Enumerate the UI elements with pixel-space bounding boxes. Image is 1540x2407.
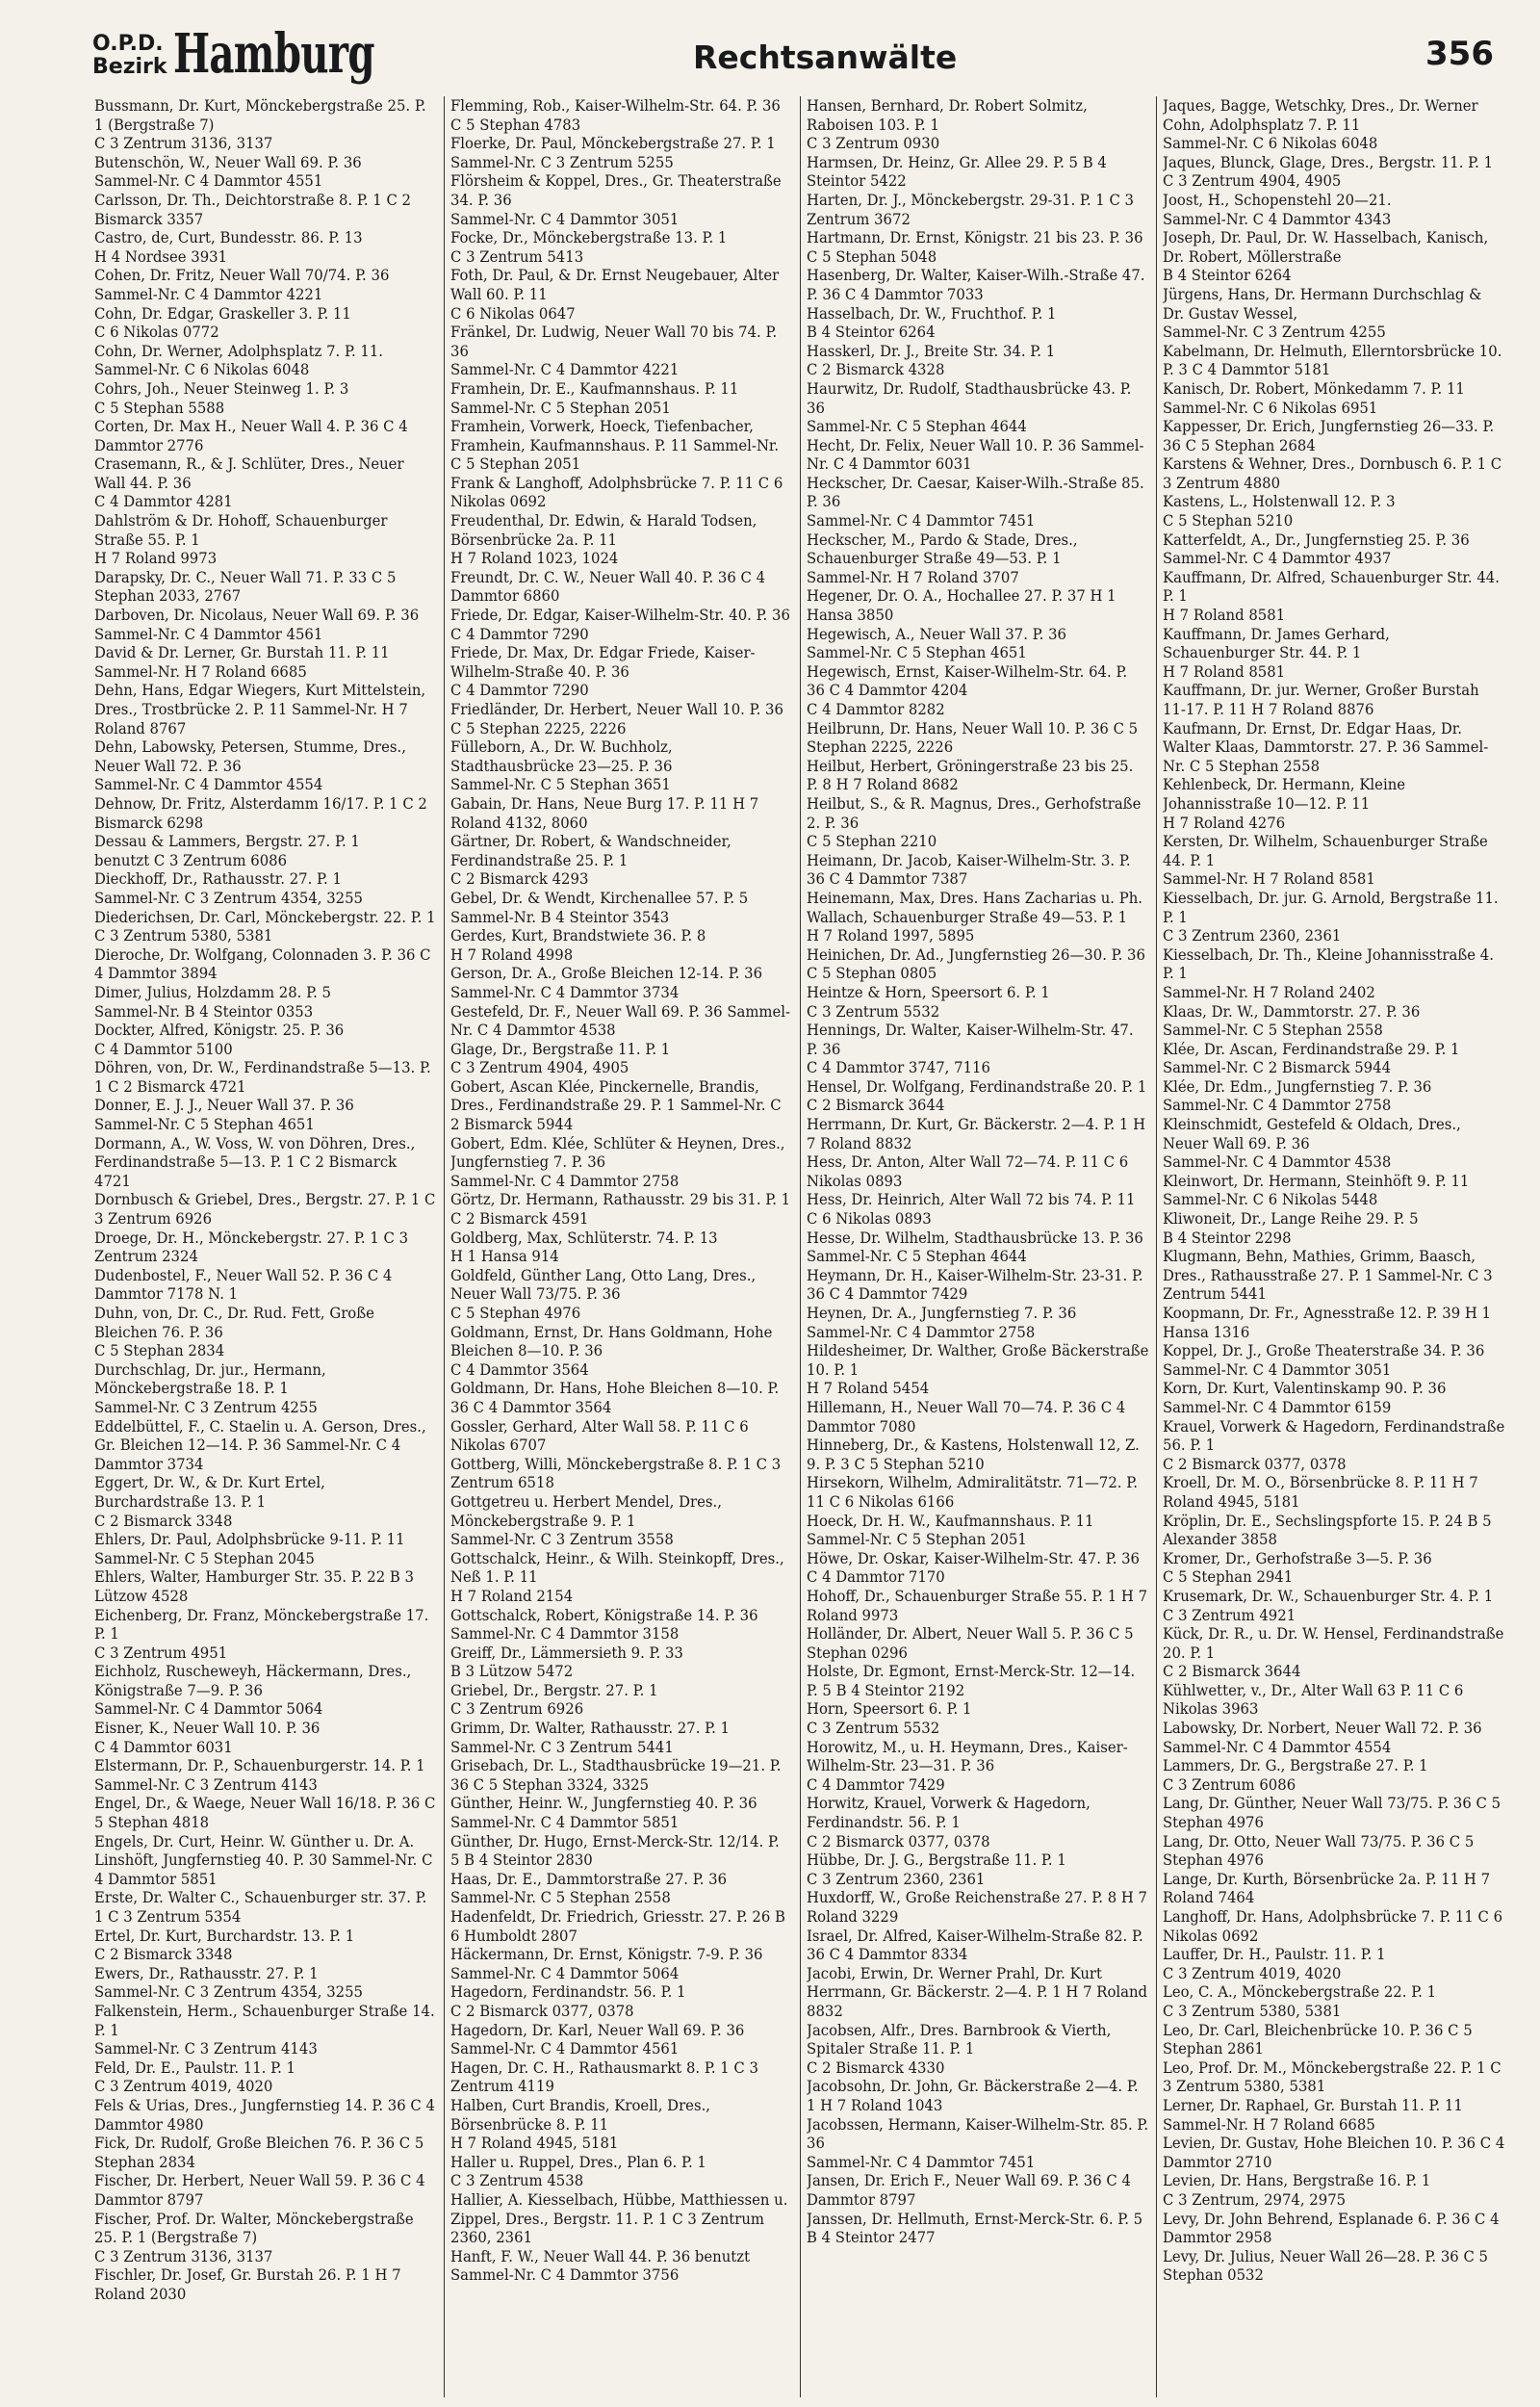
directory-entry: Kück, Dr. R., u. Dr. W. Hensel, Ferdinandstraße 20. P. 1 C 2 Bismarck 3644 — [1163, 1624, 1504, 1681]
directory-entry: Hallier, A. Kiesselbach, Hübbe, Matthiessen u. Zippel, Dres., Bergstr. 11. P. 1 C 3 Zentrum 2360, 2361 — [450, 2189, 788, 2247]
directory-entry: Framhein, Vorwerk, Hoeck, Tiefenbacher, Framhein, Kaufmannshaus. P. 11 Sammel-Nr. C 5 Stephan 2051 — [450, 417, 780, 474]
directory-entry: Falkenstein, Herm., Schauenburger Straße 14. P. 1 Sammel-Nr. C 3 Zentrum 4143 — [94, 2001, 435, 2058]
directory-entry: Goldmann, Dr. Hans, Hohe Bleichen 8—10. P. 36 C 4 Dammtor 3564 — [450, 1379, 780, 1416]
directory-entry: Greiff, Dr., Lämmersieth 9. P. 33 B 3 Lützow 5472 — [450, 1643, 683, 1681]
directory-entry: Flörsheim & Koppel, Dres., Gr. Theaterstraße 34. P. 36 Sammel-Nr. C 4 Dammtor 3051 — [450, 171, 782, 228]
directory-entry: Hegewisch, A., Neuer Wall 37. P. 36 Sammel-Nr. C 5 Stephan 4651 — [807, 624, 1066, 662]
directory-entry: Gobert, Ascan Klée, Pinckernelle, Brandis, Dres., Ferdinandstraße 29. P. 1 Sammel-Nr. C 2 Bismarck 5944 — [450, 1076, 782, 1134]
directory-entry: Klée, Dr. Ascan, Ferdinandstraße 29. P. 1 Sammel-Nr. C 2 Bismarck 5944 — [1163, 1039, 1460, 1077]
column-1 — [89, 96, 445, 2397]
directory-entry: Hecht, Dr. Felix, Neuer Wall 10. P. 36 Sammel-Nr. C 4 Dammtor 6031 — [807, 435, 1144, 474]
directory-entry: Dahlström & Dr. Hohoff, Schauenburger Straße 55. P. 1 H 7 Roland 9973 — [94, 511, 388, 568]
directory-entry: Kleinwort, Dr. Hermann, Steinhöft 9. P. 11 Sammel-Nr. C 6 Nikolas 5448 — [1163, 1171, 1470, 1209]
directory-entry: Halben, Curt Brandis, Kroell, Dres., Börsenbrücke 8. P. 11 H 7 Roland 4945, 5181 — [450, 2095, 711, 2153]
directory-entry: Heilbut, Herbert, Gröningerstraße 23 bis 25. P. 8 H 7 Roland 8682 — [807, 756, 1134, 794]
directory-entry: Ertel, Dr. Kurt, Burchardstr. 13. P. 1 C 2 Bismarck 3348 — [94, 1926, 355, 1964]
directory-entry: Gossler, Gerhard, Alter Wall 58. P. 11 C 6 Nikolas 6707 — [450, 1416, 749, 1455]
directory-entry: Elstermann, Dr. P., Schauenburgerstr. 14. P. 1 Sammel-Nr. C 3 Zentrum 4143 — [94, 1756, 425, 1794]
directory-entry: Friede, Dr. Edgar, Kaiser-Wilhelm-Str. 40. P. 36 C 4 Dammtor 7290 — [450, 606, 790, 643]
directory-entry: Hoeck, Dr. H. W., Kaufmannshaus. P. 11 Sammel-Nr. C 5 Stephan 2051 — [807, 1511, 1094, 1549]
directory-entry: Heckscher, Dr. Caesar, Kaiser-Wilh.-Straße 85. P. 36 Sammel-Nr. C 4 Dammtor 7451 — [807, 473, 1144, 531]
directory-entry: David & Dr. Lerner, Gr. Burstah 11. P. 11 Sammel-Nr. H 7 Roland 6685 — [94, 643, 390, 681]
directory-entry: Hesse, Dr. Wilhelm, Stadthausbrücke 13. P. 36 Sammel-Nr. C 5 Stephan 4644 — [807, 1228, 1143, 1266]
column-4 — [1157, 96, 1513, 2397]
directory-entry: Castro, de, Curt, Bundesstr. 86. P. 13 H 4 Nordsee 3931 — [94, 228, 363, 266]
directory-entry: Darboven, Dr. Nicolaus, Neuer Wall 69. P. 36 Sammel-Nr. C 4 Dammtor 4561 — [94, 606, 420, 643]
directory-entry: Dieckhoff, Dr., Rathausstr. 27. P. 1 Sammel-Nr. C 3 Zentrum 4354, 3255 — [94, 869, 364, 907]
directory-entry: Israel, Dr. Alfred, Kaiser-Wilhelm-Straße 82. P. 36 C 4 Dammtor 8334 — [807, 1926, 1143, 1964]
directory-entry: Hadenfeldt, Dr. Friedrich, Griesstr. 27. P. 26 B 6 Humboldt 2807 — [450, 1907, 785, 1945]
directory-entry: Lammers, Dr. G., Bergstraße 27. P. 1 C 3 Zentrum 6086 — [1163, 1756, 1428, 1794]
directory-entry: Ehlers, Dr. Paul, Adolphsbrücke 9-11. P. 11 Sammel-Nr. C 5 Stephan 2045 — [94, 1530, 405, 1567]
directory-entry: Cohn, Dr. Werner, Adolphsplatz 7. P. 11. Sammel-Nr. C 6 Nikolas 6048 — [94, 341, 384, 379]
directory-columns — [89, 96, 1513, 2397]
directory-entry: Levien, Dr. Gustav, Hohe Bleichen 10. P. 36 C 4 Dammtor 2710 — [1163, 2134, 1505, 2171]
directory-entry: Dehn, Hans, Edgar Wiegers, Kurt Mittelstein, Dres., Trostbrücke 2. P. 11 Sammel-Nr. H 7 Roland 8767 — [94, 681, 426, 738]
directory-entry: Eichholz, Ruscheweyh, Häckermann, Dres., Königstraße 7—9. P. 36 Sammel-Nr. C 4 Dammtor 5064 — [94, 1662, 412, 1719]
directory-entry: Grimm, Dr. Walter, Rathausstr. 27. P. 1 Sammel-Nr. C 3 Zentrum 5441 — [450, 1719, 731, 1756]
directory-entry: Huxdorff, W., Große Reichenstraße 27. P. 8 H 7 Roland 3229 — [807, 1888, 1148, 1926]
directory-entry: Jacobsen, Alfr., Dres. Barnbrook & Vierth, Spitaler Straße 11. P. 1 C 2 Bismarck 4330 — [807, 2020, 1112, 2077]
directory-entry: Horwitz, Krauel, Vorwerk & Hagedorn, Ferdinandstr. 56. P. 1 C 2 Bismarck 0377, 0378 — [807, 1794, 1091, 1851]
page-header — [0, 0, 1540, 89]
city-title: Hamburg — [173, 22, 374, 86]
directory-entry: Hagen, Dr. C. H., Rathausmarkt 8. P. 1 C 3 Zentrum 4119 — [450, 2058, 758, 2096]
directory-entry: Kehlenbeck, Dr. Hermann, Kleine Johannisstraße 10—12. P. 11 H 7 Roland 4276 — [1163, 775, 1406, 832]
directory-entry: Kaufmann, Dr. Ernst, Dr. Edgar Haas, Dr. Walter Klaas, Dammtorstr. 27. P. 36 Sammel-Nr. C 5 Stephan 2558 — [1163, 718, 1489, 775]
directory-entry: Jacobi, Erwin, Dr. Werner Prahl, Dr. Kurt Herrmann, Gr. Bäckerstr. 2—4. P. 1 H 7 Roland 8832 — [807, 1963, 1148, 2020]
directory-entry: Donner, E. J. J., Neuer Wall 37. P. 36 Sammel-Nr. C 5 Stephan 4651 — [94, 1096, 354, 1134]
directory-entry: Lang, Dr. Otto, Neuer Wall 73/75. P. 36 C 5 Stephan 4976 — [1163, 1831, 1475, 1870]
directory-entry: Kauffmann, Dr. jur. Werner, Großer Burstah 11-17. P. 11 H 7 Roland 8876 — [1163, 681, 1479, 718]
directory-entry: Haller u. Ruppel, Dres., Plan 6. P. 1 C 3 Zentrum 4538 — [450, 2152, 706, 2190]
directory-entry: Lang, Dr. Günther, Neuer Wall 73/75. P. 36 C 5 Stephan 4976 — [1163, 1794, 1502, 1832]
directory-entry: Gottgetreu u. Herbert Mendel, Dres., Mönckebergstraße 9. P. 1 Sammel-Nr. C 3 Zentrum 3558 — [450, 1491, 722, 1549]
directory-entry: Häckermann, Dr. Ernst, Königstr. 7-9. P. 36 Sammel-Nr. C 4 Dammtor 5064 — [450, 1945, 763, 1982]
directory-entry: Heinemann, Max, Dres. Hans Zacharias u. Ph. Wallach, Schauenburger Straße 49—53. P. 1 H 7 Roland 1997, 5895 — [807, 888, 1142, 945]
directory-entry: Heintze & Horn, Speersort 6. P. 1 C 3 Zentrum 5532 — [807, 982, 1050, 1021]
directory-entry: Krauel, Vorwerk & Hagedorn, Ferdinandstraße 56. P. 1 C 2 Bismarck 0377, 0378 — [1163, 1416, 1505, 1473]
directory-entry: Kappesser, Dr. Erich, Jungfernstieg 26—33. P. 36 C 5 Stephan 2684 — [1163, 417, 1495, 454]
directory-entry: Goldberg, Max, Schlüterstr. 74. P. 13 H 1 Hansa 914 — [450, 1228, 718, 1266]
directory-entry: Gestefeld, Dr. F., Neuer Wall 69. P. 36 Sammel-Nr. C 4 Dammtor 4538 — [450, 1001, 791, 1040]
directory-entry: Janssen, Dr. Hellmuth, Ernst-Merck-Str. 6. P. 5 B 4 Steintor 2477 — [807, 2209, 1143, 2247]
directory-entry: Goldmann, Ernst, Dr. Hans Goldmann, Hohe Bleichen 8—10. P. 36 C 4 Dammtor 3564 — [450, 1322, 773, 1379]
directory-entry: Leo, Prof. Dr. M., Mönckebergstraße 22. P. 1 C 3 Zentrum 5380, 5381 — [1163, 2058, 1502, 2096]
column-2 — [445, 96, 801, 2397]
directory-entry: Jürgens, Hans, Dr. Hermann Durchschlag & Dr. Gustav Wessel, Sammel-Nr. C 3 Zentrum 4255 — [1163, 284, 1482, 342]
directory-entry: Günther, Dr. Hugo, Ernst-Merck-Str. 12/14. P. 5 B 4 Steintor 2830 — [450, 1831, 780, 1870]
directory-entry: Fränkel, Dr. Ludwig, Neuer Wall 70 bis 74. P. 36 Sammel-Nr. C 4 Dammtor 4221 — [450, 323, 778, 379]
directory-entry: Jaques, Bagge, Wetschky, Dres., Dr. Werner Cohn, Adolphsplatz 7. P. 11 Sammel-Nr. C 6 Nikolas 6048 — [1163, 96, 1478, 153]
directory-entry: Freudenthal, Dr. Edwin, & Harald Todsen, Börsenbrücke 2a. P. 11 H 7 Roland 1023, 1024 — [450, 511, 757, 568]
directory-entry: Levy, Dr. John Behrend, Esplanade 6. P. 36 C 4 Dammtor 2958 — [1163, 2209, 1500, 2247]
directory-entry: Kauffmann, Dr. Alfred, Schauenburger Str. 44. P. 1 H 7 Roland 8581 — [1163, 567, 1500, 625]
directory-entry: Hensel, Dr. Wolfgang, Ferdinandstraße 20. P. 1 C 2 Bismarck 3644 — [807, 1076, 1147, 1115]
directory-entry: Kanisch, Dr. Robert, Mönkedamm 7. P. 11 Sammel-Nr. C 6 Nikolas 6951 — [1163, 378, 1465, 417]
directory-entry: Eichenberg, Dr. Franz, Mönckebergstraße 17. P. 1 C 3 Zentrum 4951 — [94, 1605, 429, 1662]
directory-entry: Hartmann, Dr. Ernst, Königstr. 21 bis 23. P. 36 C 5 Stephan 5048 — [807, 228, 1143, 266]
directory-entry: Gobert, Edm. Klée, Schlüter & Heynen, Dres., Jungfernstieg 7. P. 36 Sammel-Nr. C 4 Dammtor 2758 — [450, 1133, 785, 1190]
directory-entry: Cohen, Dr. Fritz, Neuer Wall 70/74. P. 36 Sammel-Nr. C 4 Dammtor 4221 — [94, 266, 390, 303]
directory-entry: Kauffmann, Dr. James Gerhard, Schauenburger Str. 44. P. 1 H 7 Roland 8581 — [1163, 624, 1390, 681]
directory-entry: Dudenbostel, F., Neuer Wall 52. P. 36 C 4 Dammtor 7178 N. 1 — [94, 1265, 393, 1304]
directory-entry: Kroell, Dr. M. O., Börsenbrücke 8. P. 11 H 7 Roland 4945, 5181 — [1163, 1473, 1478, 1511]
directory-entry: Dehnow, Dr. Fritz, Alsterdamm 16/17. P. 1 C 2 Bismarck 6298 — [94, 793, 427, 832]
directory-entry: Heimann, Dr. Jacob, Kaiser-Wilhelm-Str. 3. P. 36 C 4 Dammtor 7387 — [807, 850, 1131, 889]
directory-entry: Hennings, Dr. Walter, Kaiser-Wilhelm-Str. 47. P. 36 C 4 Dammtor 3747, 7116 — [807, 1021, 1134, 1077]
directory-entry: Fischer, Dr. Herbert, Neuer Wall 59. P. 36 C 4 Dammtor 8797 — [94, 2171, 425, 2209]
directory-entry: Dockter, Alfred, Königstr. 25. P. 36 C 4 Dammtor 5100 — [94, 1021, 345, 1058]
directory-entry: Döhren, von, Dr. W., Ferdinandstraße 5—13. P. 1 C 2 Bismarck 4721 — [94, 1058, 431, 1096]
directory-entry: Crasemann, R., & J. Schlüter, Dres., Neuer Wall 44. P. 36 C 4 Dammtor 4281 — [94, 454, 404, 511]
directory-entry: Krusemark, Dr. W., Schauenburger Str. 4. P. 1 C 3 Zentrum 4921 — [1163, 1586, 1494, 1624]
directory-entry: Hess, Dr. Heinrich, Alter Wall 72 bis 74. P. 11 C 6 Nikolas 0893 — [807, 1190, 1136, 1229]
directory-entry: Harmsen, Dr. Heinz, Gr. Allee 29. P. 5 B 4 Steintor 5422 — [807, 152, 1107, 191]
directory-entry: Hillemann, H., Neuer Wall 70—74. P. 36 C 4 Dammtor 7080 — [807, 1397, 1126, 1436]
directory-entry: Görtz, Dr. Hermann, Rathausstr. 29 bis 31. P. 1 C 2 Bismarck 4591 — [450, 1190, 791, 1229]
directory-entry: Dehn, Labowsky, Petersen, Stumme, Dres., Neuer Wall 72. P. 36 Sammel-Nr. C 4 Dammtor 4554 — [94, 738, 406, 794]
directory-entry: Gabain, Dr. Hans, Neue Burg 17. P. 11 H 7 Roland 4132, 8060 — [450, 793, 759, 832]
directory-entry: Hegener, Dr. O. A., Hochallee 27. P. 37 H 1 Hansa 3850 — [807, 586, 1116, 625]
directory-entry: Lerner, Dr. Raphael, Gr. Burstah 11. P. 11 Sammel-Nr. H 7 Roland 6685 — [1163, 2095, 1463, 2134]
directory-entry: Leo, Dr. Carl, Bleichenbrücke 10. P. 36 C 5 Stephan 2861 — [1163, 2020, 1473, 2058]
directory-entry: Horowitz, M., u. H. Heymann, Dres., Kaiser-Wilhelm-Str. 23—31. P. 36 C 4 Dammtor 7429 — [807, 1737, 1128, 1794]
directory-entry: Harten, Dr. J., Mönckebergstr. 29-31. P. 1 C 3 Zentrum 3672 — [807, 190, 1135, 228]
directory-entry: Joost, H., Schopenstehl 20—21. Sammel-Nr. C 4 Dammtor 4343 — [1163, 190, 1392, 228]
directory-entry: Kiesselbach, Dr. jur. G. Arnold, Bergstraße 11. P. 1 C 3 Zentrum 2360, 2361 — [1163, 888, 1499, 945]
directory-entry: Ehlers, Walter, Hamburger Str. 35. P. 22 B 3 Lützow 4528 — [94, 1567, 414, 1605]
directory-entry: Klugmann, Behn, Mathies, Grimm, Baasch, Dres., Rathausstraße 27. P. 1 Sammel-Nr. C 3 Zentrum 5441 — [1163, 1247, 1493, 1304]
column-3 — [801, 96, 1157, 2397]
directory-entry: Jaques, Blunck, Glage, Dres., Bergstr. 11. P. 1 C 3 Zentrum 4904, 4905 — [1163, 152, 1494, 191]
directory-entry: Heymann, Dr. H., Kaiser-Wilhelm-Str. 23-31. P. 36 C 4 Dammtor 7429 — [807, 1265, 1143, 1304]
directory-entry: Hohoff, Dr., Schauenburger Straße 55. P. 1 H 7 Roland 9973 — [807, 1586, 1148, 1624]
directory-entry: Grisebach, Dr. L., Stadthausbrücke 19—21. P. 36 C 5 Stephan 3324, 3325 — [450, 1756, 782, 1794]
directory-entry: Hanft, F. W., Neuer Wall 44. P. 36 benutzt Sammel-Nr. C 4 Dammtor 3756 — [450, 2246, 751, 2285]
directory-entry: Butenschön, W., Neuer Wall 69. P. 36 Sammel-Nr. C 4 Dammtor 4551 — [94, 152, 362, 191]
directory-entry: Fick, Dr. Rudolf, Große Bleichen 76. P. 36 C 5 Stephan 2834 — [94, 2134, 424, 2171]
directory-entry: Engels, Dr. Curt, Heinr. W. Günther u. Dr. A. Linshöft, Jungfernstieg 40. P. 30 Sammel-Nr. C 4 Dammtor 5851 — [94, 1831, 433, 1888]
directory-entry: Frank & Langhoff, Adolphsbrücke 7. P. 11 C 6 Nikolas 0692 — [450, 473, 783, 511]
directory-entry: Hirsekorn, Wilhelm, Admiralitätstr. 71—72. P. 11 C 6 Nikolas 6166 — [807, 1473, 1138, 1511]
directory-entry: Carlsson, Dr. Th., Deichtorstraße 8. P. 1 C 2 Bismarck 3357 — [94, 190, 411, 228]
directory-entry: Labowsky, Dr. Norbert, Neuer Wall 72. P. 36 Sammel-Nr. C 4 Dammtor 4554 — [1163, 1719, 1482, 1756]
directory-entry: Dieroche, Dr. Wolfgang, Colonnaden 3. P. 36 C 4 Dammtor 3894 — [94, 945, 431, 983]
directory-entry: Jacobsohn, Dr. John, Gr. Bäckerstraße 2—4. P. 1 H 7 Roland 1043 — [807, 2077, 1139, 2114]
directory-entry: Dornbusch & Griebel, Dres., Bergstr. 27. P. 1 C 3 Zentrum 6926 — [94, 1190, 436, 1229]
directory-entry: Kliwoneit, Dr., Lange Reihe 29. P. 5 B 4 Steintor 2298 — [1163, 1209, 1419, 1247]
directory-entry: Eisner, K., Neuer Wall 10. P. 36 C 4 Dammtor 6031 — [94, 1719, 321, 1756]
directory-entry: Kabelmann, Dr. Helmuth, Ellerntorsbrücke 10. P. 3 C 4 Dammtor 5181 — [1163, 341, 1502, 379]
directory-entry: Kleinschmidt, Gestefeld & Oldach, Dres., Neuer Wall 69. P. 36 Sammel-Nr. C 4 Dammtor 4538 — [1163, 1115, 1461, 1172]
directory-entry: Leo, C. A., Mönckebergstraße 22. P. 1 C 3 Zentrum 5380, 5381 — [1163, 1982, 1437, 2020]
directory-entry: Framhein, Dr. E., Kaufmannshaus. P. 11 Sammel-Nr. C 5 Stephan 2051 — [450, 378, 739, 417]
directory-entry: Cohn, Dr. Edgar, Graskeller 3. P. 11 C 6 Nikolas 0772 — [94, 303, 351, 342]
directory-entry: Heynen, Dr. A., Jungfernstieg 7. P. 36 Sammel-Nr. C 4 Dammtor 2758 — [807, 1304, 1077, 1341]
directory-entry: Katterfeldt, A., Dr., Jungfernstieg 25. P. 36 Sammel-Nr. C 4 Dammtor 4937 — [1163, 530, 1470, 568]
directory-entry: Hübbe, Dr. J. G., Bergstraße 11. P. 1 C 3 Zentrum 2360, 2361 — [807, 1851, 1066, 1888]
directory-entry: Cohrs, Joh., Neuer Steinweg 1. P. 3 C 5 Stephan 5588 — [94, 378, 349, 417]
directory-entry: Günther, Heinr. W., Jungfernstieg 40. P. 36 Sammel-Nr. C 4 Dammtor 5851 — [450, 1794, 757, 1832]
directory-entry: Kastens, L., Holstenwall 12. P. 3 C 5 Stephan 5210 — [1163, 492, 1396, 531]
directory-entry: Holländer, Dr. Albert, Neuer Wall 5. P. 36 C 5 Stephan 0296 — [807, 1624, 1134, 1662]
directory-entry: Korn, Dr. Kurt, Valentinskamp 90. P. 36 Sammel-Nr. C 4 Dammtor 6159 — [1163, 1379, 1447, 1416]
directory-entry: Hasskerl, Dr. J., Breite Str. 34. P. 1 C 2 Bismarck 4328 — [807, 341, 1056, 379]
directory-entry: Friedländer, Dr. Herbert, Neuer Wall 10. P. 36 C 5 Stephan 2225, 2226 — [450, 700, 783, 738]
section-title: Rechtsanwälte — [693, 39, 958, 76]
directory-entry: Duhn, von, Dr. C., Dr. Rud. Fett, Große Bleichen 76. P. 36 C 5 Stephan 2834 — [94, 1304, 374, 1360]
directory-entry: Kröplin, Dr. E., Sechslingspforte 15. P. 24 B 5 Alexander 3858 — [1163, 1511, 1492, 1549]
directory-entry: Fischler, Dr. Josef, Gr. Burstah 26. P. 1 H 7 Roland 2030 — [94, 2265, 401, 2303]
directory-entry: Hess, Dr. Anton, Alter Wall 72—74. P. 11 C 6 Nikolas 0893 — [807, 1152, 1129, 1190]
directory-entry: Fischer, Prof. Dr. Walter, Mönckebergstraße 25. P. 1 (Bergstraße 7) C 3 Zentrum 3136, 3137 — [94, 2209, 414, 2265]
directory-entry: Haurwitz, Dr. Rudolf, Stadthausbrücke 43. P. 36 Sammel-Nr. C 5 Stephan 4644 — [807, 378, 1132, 436]
directory-entry: Langhoff, Dr. Hans, Adolphsbrücke 7. P. 11 C 6 Nikolas 0692 — [1163, 1907, 1503, 1945]
directory-entry: Klaas, Dr. W., Dammtorstr. 27. P. 36 Sammel-Nr. C 5 Stephan 2558 — [1163, 1001, 1421, 1040]
directory-entry: Durchschlag, Dr. jur., Hermann, Mönckebergstraße 18. P. 1 Sammel-Nr. C 3 Zentrum 4255 — [94, 1359, 326, 1416]
directory-entry: Jansen, Dr. Erich F., Neuer Wall 69. P. 36 C 4 Dammtor 8797 — [807, 2171, 1131, 2209]
page-number: 356 — [1425, 35, 1494, 73]
opd-abbr: O.P.D. — [92, 32, 164, 56]
directory-entry: Ewers, Dr., Rathausstr. 27. P. 1 Sammel-Nr. C 3 Zentrum 4354, 3255 — [94, 1963, 364, 2002]
directory-entry: Koppel, Dr. J., Große Theaterstraße 34. P. 36 Sammel-Nr. C 4 Dammtor 3051 — [1163, 1341, 1485, 1379]
directory-entry: Glage, Dr., Bergstraße 11. P. 1 C 3 Zentrum 4904, 4905 — [450, 1039, 671, 1077]
directory-entry: Klée, Dr. Edm., Jungfernstieg 7. P. 36 Sammel-Nr. C 4 Dammtor 2758 — [1163, 1076, 1432, 1115]
directory-entry: Koopmann, Dr. Fr., Agnesstraße 12. P. 39 H 1 Hansa 1316 — [1163, 1304, 1491, 1341]
directory-entry: Erste, Dr. Walter C., Schauenburger str. 37. P. 1 C 3 Zentrum 5354 — [94, 1888, 427, 1926]
directory-entry: Levy, Dr. Julius, Neuer Wall 26—28. P. 36 C 5 Stephan 0532 — [1163, 2246, 1488, 2285]
directory-entry: Kiesselbach, Dr. Th., Kleine Johannisstraße 4. P. 1 Sammel-Nr. H 7 Roland 2402 — [1163, 945, 1494, 1001]
directory-entry: Hinneberg, Dr., & Kastens, Holstenwall 12, Z. 9. P. 3 C 5 Stephan 5210 — [807, 1436, 1140, 1473]
bezirk-label: Bezirk — [92, 55, 167, 79]
directory-entry: Heilbrunn, Dr. Hans, Neuer Wall 10. P. 36 C 5 Stephan 2225, 2226 — [807, 718, 1139, 757]
directory-entry: Engel, Dr., & Waege, Neuer Wall 16/18. P. 36 C 5 Stephan 4818 — [94, 1794, 436, 1832]
directory-entry: Flemming, Rob., Kaiser-Wilhelm-Str. 64. P. 36 C 5 Stephan 4783 — [450, 96, 781, 134]
directory-entry: Gerdes, Kurt, Brandstwiete 36. P. 8 H 7 Roland 4998 — [450, 926, 706, 964]
directory-entry: Droege, Dr. H., Mönckebergstr. 27. P. 1 C 3 Zentrum 2324 — [94, 1228, 409, 1266]
directory-entry: Hildesheimer, Dr. Walther, Große Bäckerstraße 10. P. 1 H 7 Roland 5454 — [807, 1341, 1149, 1398]
directory-entry: Fülleborn, A., Dr. W. Buchholz, Stadthausbrücke 23—25. P. 36 Sammel-Nr. C 5 Stephan 3651 — [450, 738, 673, 794]
directory-entry: Griebel, Dr., Bergstr. 27. P. 1 C 3 Zentrum 6926 — [450, 1680, 658, 1719]
directory-entry: Freundt, Dr. C. W., Neuer Wall 40. P. 36 C 4 Dammtor 6860 — [450, 567, 766, 606]
directory-entry: Hasselbach, Dr. W., Fruchthof. P. 1 B 4 Steintor 6264 — [807, 303, 1057, 342]
directory-entry: Fels & Urias, Dres., Jungfernstieg 14. P. 36 C 4 Dammtor 4980 — [94, 2095, 435, 2134]
directory-entry: Eddelbüttel, F., C. Staelin u. A. Gerson, Dres., Gr. Bleichen 12—14. P. 36 Sammel-Nr. C 4 Dammtor 3734 — [94, 1416, 426, 1473]
directory-entry: Höwe, Dr. Oskar, Kaiser-Wilhelm-Str. 47. P. 36 C 4 Dammtor 7170 — [807, 1548, 1140, 1587]
directory-entry: Heinichen, Dr. Ad., Jungfernstieg 26—30. P. 36 C 5 Stephan 0805 — [807, 945, 1145, 983]
directory-entry: Hagedorn, Dr. Karl, Neuer Wall 69. P. 36 Sammel-Nr. C 4 Dammtor 4561 — [450, 2020, 745, 2058]
directory-entry: Gottschalck, Heinr., & Wilh. Steinkopff, Dres., Neß 1. P. 11 H 7 Roland 2154 — [450, 1548, 784, 1605]
directory-entry: Haas, Dr. E., Dammtorstraße 27. P. 36 Sammel-Nr. C 5 Stephan 2558 — [450, 1869, 728, 1907]
directory-entry: Kühlwetter, v., Dr., Alter Wall 63 P. 11 C 6 Nikolas 3963 — [1163, 1680, 1464, 1719]
directory-entry: Karstens & Wehner, Dres., Dornbusch 6. P. 1 C 3 Zentrum 4880 — [1163, 454, 1502, 492]
directory-entry: Kersten, Dr. Wilhelm, Schauenburger Straße 44. P. 1 Sammel-Nr. H 7 Roland 8581 — [1163, 832, 1488, 889]
directory-entry: Goldfeld, Günther Lang, Otto Lang, Dres., Neuer Wall 73/75. P. 36 C 5 Stephan 4976 — [450, 1265, 757, 1322]
directory-entry: Horn, Speersort 6. P. 1 C 3 Zentrum 5532 — [807, 1699, 972, 1738]
directory-entry: Focke, Dr., Mönckebergstraße 13. P. 1 C 3 Zentrum 5413 — [450, 228, 728, 266]
directory-entry: Lauffer, Dr. H., Paulstr. 11. P. 1 C 3 Zentrum 4019, 4020 — [1163, 1945, 1386, 1982]
directory-entry: Holste, Dr. Egmont, Ernst-Merck-Str. 12—14. P. 5 B 4 Steintor 2192 — [807, 1662, 1136, 1699]
directory-entry: Gebel, Dr. & Wendt, Kirchenallee 57. P. 5 Sammel-Nr. B 4 Steintor 3543 — [450, 888, 749, 926]
directory-entry: Gottberg, Willi, Mönckebergstraße 8. P. 1 C 3 Zentrum 6518 — [450, 1454, 782, 1492]
directory-entry: Bussmann, Dr. Kurt, Mönckebergstraße 25. P. 1 (Bergstraße 7) C 3 Zentrum 3136, 3137 — [94, 96, 426, 153]
directory-entry: Hansen, Bernhard, Dr. Robert Solmitz, Raboisen 103. P. 1 C 3 Zentrum 0930 — [807, 96, 1088, 153]
directory-entry: Gärtner, Dr. Robert, & Wandschneider, Ferdinandstraße 25. P. 1 C 2 Bismarck 4293 — [450, 832, 732, 889]
directory-entry: Corten, Dr. Max H., Neuer Wall 4. P. 36 C 4 Dammtor 2776 — [94, 417, 408, 454]
directory-entry: Dimer, Julius, Holzdamm 28. P. 5 Sammel-Nr. B 4 Steintor 0353 — [94, 982, 331, 1021]
directory-entry: Heckscher, M., Pardo & Stade, Dres., Schauenburger Straße 49—53. P. 1 Sammel-Nr. H 7 Roland 3707 — [807, 530, 1078, 586]
directory-entry: Dormann, A., W. Voss, W. von Döhren, Dres., Ferdinandstraße 5—13. P. 1 C 2 Bismarck 4721 — [94, 1133, 416, 1190]
directory-entry: Dessau & Lammers, Bergstr. 27. P. 1 benutzt C 3 Zentrum 6086 — [94, 832, 360, 869]
directory-entry: Foth, Dr. Paul, & Dr. Ernst Neugebauer, Alter Wall 60. P. 11 C 6 Nikolas 0647 — [450, 266, 780, 323]
directory-entry: Hasenberg, Dr. Walter, Kaiser-Wilh.-Straße 47. P. 36 C 4 Dammtor 7033 — [807, 266, 1145, 303]
directory-entry: Hegewisch, Ernst, Kaiser-Wilhelm-Str. 64. P. 36 C 4 Dammtor 4204 C 4 Dammtor 8282 — [807, 661, 1128, 718]
directory-entry: Eggert, Dr. W., & Dr. Kurt Ertel, Burchardstraße 13. P. 1 C 2 Bismarck 3348 — [94, 1473, 325, 1530]
directory-entry: Gottschalck, Robert, Königstraße 14. P. 36 Sammel-Nr. C 4 Dammtor 3158 — [450, 1605, 758, 1643]
directory-entry: Floerke, Dr. Paul, Mönckebergstraße 27. P. 1 Sammel-Nr. C 3 Zentrum 5255 — [450, 134, 776, 171]
directory-entry: Feld, Dr. E., Paulstr. 11. P. 1 C 3 Zentrum 4019, 4020 — [94, 2058, 295, 2096]
directory-entry: Kromer, Dr., Gerhofstraße 3—5. P. 36 C 5 Stephan 2941 — [1163, 1548, 1432, 1587]
directory-entry: Levien, Dr. Hans, Bergstraße 16. P. 1 C 3 Zentrum, 2974, 2975 — [1163, 2171, 1431, 2209]
directory-entry: Darapsky, Dr. C., Neuer Wall 71. P. 33 C 5 Stephan 2033, 2767 — [94, 567, 397, 606]
directory-entry: Diederichsen, Dr. Carl, Mönckebergstr. 22. P. 1 C 3 Zentrum 5380, 5381 — [94, 907, 436, 945]
directory-entry: Jacobssen, Hermann, Kaiser-Wilhelm-Str. 85. P. 36 Sammel-Nr. C 4 Dammtor 7451 — [807, 2114, 1149, 2171]
directory-entry: Herrmann, Dr. Kurt, Gr. Bäckerstr. 2—4. P. 1 H 7 Roland 8832 — [807, 1115, 1146, 1152]
directory-entry: Lange, Dr. Kurth, Börsenbrücke 2a. P. 11 H 7 Roland 7464 — [1163, 1869, 1491, 1907]
directory-entry: Heilbut, S., & R. Magnus, Dres., Gerhofstraße 2. P. 36 C 5 Stephan 2210 — [807, 793, 1142, 851]
directory-entry: Gerson, Dr. A., Große Bleichen 12-14. P. 36 Sammel-Nr. C 4 Dammtor 3734 — [450, 964, 763, 1001]
directory-entry: Friede, Dr. Max, Dr. Edgar Friede, Kaiser-Wilhelm-Straße 40. P. 36 C 4 Dammtor 7290 — [450, 643, 756, 700]
directory-entry: Joseph, Dr. Paul, Dr. W. Hasselbach, Kanisch, Dr. Robert, Möllerstraße B 4 Steintor 6264 — [1163, 228, 1489, 285]
directory-entry: Hagedorn, Ferdinandstr. 56. P. 1 C 2 Bismarck 0377, 0378 — [450, 1982, 686, 2020]
